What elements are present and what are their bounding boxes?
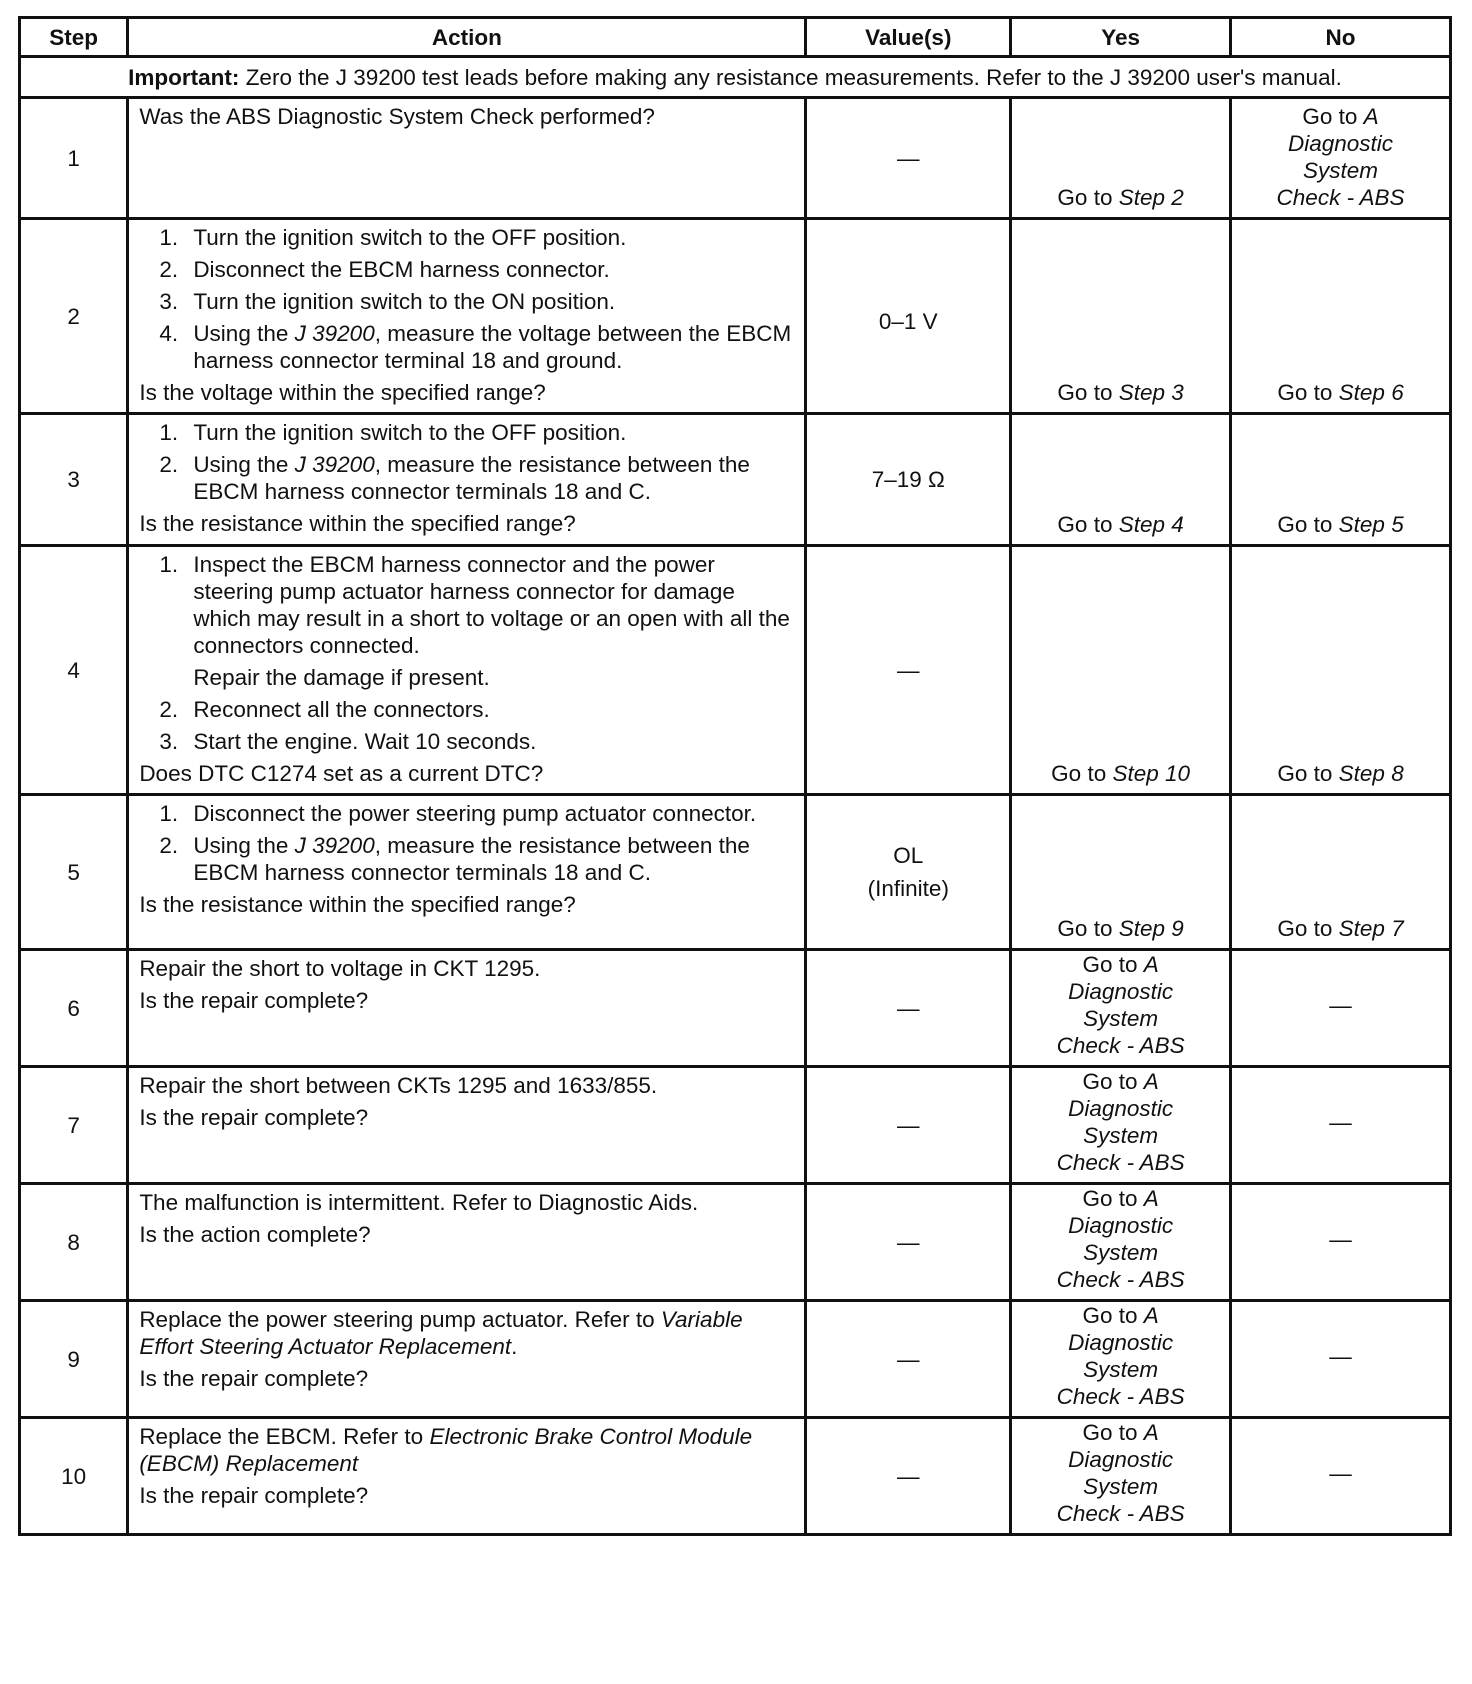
abs-a: A [1143, 1303, 1159, 1328]
item-text: Using the [193, 833, 289, 858]
table-row [20, 1418, 1451, 1535]
list-item: 2. Using the J 39200, measure the resistance between the EBCM harness connector terminals 18 and C. [159, 452, 750, 504]
action-list [139, 224, 794, 374]
abs-check-link [1057, 1302, 1185, 1410]
value-cell [806, 795, 1011, 950]
no-cell [1231, 1184, 1451, 1301]
abs-a: A [1143, 1420, 1159, 1445]
value-text: — [1329, 1226, 1352, 1252]
table-row [20, 795, 1451, 950]
abs-check-link [1057, 1419, 1185, 1527]
goto-step-number: 3 [1171, 380, 1184, 405]
header-step: Step [20, 18, 128, 57]
list-item: 1. Turn the ignition switch to the OFF position. [159, 225, 627, 250]
tool-name: J 39200 [294, 833, 375, 858]
abs-diagnostic: Diagnostic [1288, 131, 1394, 156]
action-text [139, 1306, 794, 1360]
abs-check: Check - ABS [1056, 1384, 1185, 1409]
action-list [139, 551, 794, 659]
abs-system: System [1083, 1123, 1159, 1148]
abs-goto: Go to [1082, 1069, 1138, 1094]
item-text: , measure the resistance between the EBCM harness connector terminals 18 and C. [193, 833, 750, 885]
goto-step-word: Step [1338, 916, 1385, 941]
value-cell [806, 1301, 1011, 1418]
action-question: Is the repair complete? [139, 1105, 369, 1130]
goto-step-number: 4 [1171, 512, 1184, 537]
step-number: 8 [20, 1184, 128, 1301]
abs-goto: Go to [1082, 952, 1138, 977]
step-number: 5 [20, 795, 128, 950]
step-number: 2 [20, 219, 128, 414]
yes-cell [1011, 1418, 1231, 1535]
value-text: — [1329, 992, 1352, 1018]
action-text-part: Replace the power steering pump actuator. Refer to [139, 1307, 655, 1332]
yes-cell [1011, 219, 1231, 414]
abs-check-link [1057, 1185, 1185, 1293]
important-note [20, 57, 1451, 98]
table-row [20, 950, 1451, 1067]
no-cell [1231, 546, 1451, 795]
goto-prefix: Go to [1057, 512, 1113, 537]
step-number: 6 [20, 950, 128, 1067]
abs-diagnostic: Diagnostic [1068, 1096, 1174, 1121]
value-text: (Infinite) [867, 876, 949, 901]
value-cell [806, 1184, 1011, 1301]
value-text: — [897, 1463, 920, 1489]
yes-cell [1011, 98, 1231, 219]
value-cell [806, 1067, 1011, 1184]
item-text: , measure the resistance between the EBCM harness connector terminals 18 and C. [193, 452, 750, 504]
procedure-reference: Variable Effort Steering Actuator Replacement [139, 1307, 743, 1359]
goto-prefix: Go to [1277, 512, 1333, 537]
goto-prefix: Go to [1057, 185, 1113, 210]
value-text: 0–1 V [878, 309, 938, 334]
abs-check: Check - ABS [1056, 1501, 1185, 1526]
yes-cell [1011, 546, 1231, 795]
action-cell [128, 1301, 806, 1418]
action-question: Is the repair complete? [139, 1366, 369, 1391]
goto-step-number: 10 [1165, 761, 1191, 786]
action-cell [128, 795, 806, 950]
yes-cell [1011, 1067, 1231, 1184]
action-list [139, 800, 794, 886]
abs-check: Check - ABS [1056, 1267, 1185, 1292]
table-row [20, 546, 1451, 795]
no-cell [1231, 795, 1451, 950]
item-text: , measure the voltage between the EBCM harness connector terminal 18 and ground. [193, 321, 792, 373]
table-row [20, 98, 1451, 219]
goto-step-word: Step [1118, 380, 1166, 405]
header-yes: Yes [1011, 18, 1231, 57]
list-item: 2. Reconnect all the connectors. [159, 697, 490, 722]
no-cell [1231, 950, 1451, 1067]
abs-a: A [1143, 1186, 1159, 1211]
action-cell [128, 1067, 806, 1184]
value-cell [806, 546, 1011, 795]
important-label: Important: [128, 64, 240, 90]
step-number: 7 [20, 1067, 128, 1184]
action-cell [128, 414, 806, 546]
abs-diagnostic: Diagnostic [1068, 1447, 1174, 1472]
action-text: Repair the short between CKTs 1295 and 1633/855. [139, 1073, 658, 1098]
procedure-reference: Electronic Brake Control Module (EBCM) Replacement [139, 1424, 753, 1476]
value-text: — [1329, 1343, 1352, 1369]
goto-step-word: Step [1118, 512, 1166, 537]
abs-goto: Go to [1082, 1420, 1138, 1445]
action-question: Is the repair complete? [139, 988, 369, 1013]
action-text [139, 1423, 794, 1477]
value-text: — [897, 1229, 920, 1255]
list-item: 2. Disconnect the EBCM harness connector. [159, 257, 610, 282]
no-cell [1231, 98, 1451, 219]
abs-system: System [1083, 1006, 1159, 1031]
repair-note: Repair the damage if present. [193, 665, 490, 690]
goto-step-number: 5 [1391, 512, 1404, 537]
item-text: Disconnect the EBCM harness connector. [193, 257, 610, 282]
value-text: — [1329, 1109, 1352, 1135]
value-text: — [897, 145, 920, 171]
table-row [20, 1184, 1451, 1301]
abs-system: System [1083, 1474, 1159, 1499]
step-number: 4 [20, 546, 128, 795]
important-row [20, 57, 1451, 98]
goto-step-number: 9 [1171, 916, 1184, 941]
no-cell [1231, 1418, 1451, 1535]
goto-step-number: 6 [1391, 380, 1404, 405]
yes-cell [1011, 950, 1231, 1067]
action-cell [128, 1184, 806, 1301]
value-cell [806, 414, 1011, 546]
item-text: Inspect the EBCM harness connector and the power steering pump actuator harness connector for damage which may result in a short to voltage or an open with all the connectors connected. [193, 552, 790, 658]
goto-prefix: Go to [1057, 916, 1113, 941]
abs-check: Check - ABS [1056, 1033, 1185, 1058]
header-values: Value(s) [806, 18, 1011, 57]
abs-diagnostic: Diagnostic [1068, 1330, 1174, 1355]
tool-name: J 39200 [294, 321, 375, 346]
table-row [20, 414, 1451, 546]
action-cell [128, 546, 806, 795]
action-question: Is the repair complete? [139, 1483, 369, 1508]
table-row [20, 1301, 1451, 1418]
goto-step-word: Step [1338, 512, 1385, 537]
action-question: Is the resistance within the specified range? [139, 511, 576, 536]
abs-goto: Go to [1082, 1303, 1138, 1328]
goto-prefix: Go to [1057, 380, 1113, 405]
no-cell [1231, 1301, 1451, 1418]
value-text: — [897, 995, 920, 1021]
item-text: Disconnect the power steering pump actuator connector. [193, 801, 757, 826]
yes-cell [1011, 1301, 1231, 1418]
abs-diagnostic: Diagnostic [1068, 1213, 1174, 1238]
action-question: Is the voltage within the specified range? [139, 380, 546, 405]
action-question: Is the resistance within the specified range? [139, 892, 576, 917]
item-text: Using the [193, 452, 289, 477]
action-question: Does DTC C1274 set as a current DTC? [139, 761, 544, 786]
goto-step-number: 8 [1391, 761, 1404, 786]
goto-step-word: Step [1338, 380, 1385, 405]
abs-check-link [1057, 951, 1185, 1059]
action-cell [128, 98, 806, 219]
table-row [20, 219, 1451, 414]
value-text: — [1329, 1460, 1352, 1486]
goto-prefix: Go to [1277, 380, 1333, 405]
no-cell [1231, 414, 1451, 546]
value-cell [806, 1418, 1011, 1535]
value-text: — [897, 1346, 920, 1372]
action-cell [128, 219, 806, 414]
abs-diagnostic: Diagnostic [1068, 979, 1174, 1004]
no-cell [1231, 219, 1451, 414]
goto-prefix: Go to [1277, 916, 1333, 941]
no-cell [1231, 1067, 1451, 1184]
list-item: 3. Start the engine. Wait 10 seconds. [159, 729, 537, 754]
abs-check-link [1277, 103, 1405, 211]
header-row [20, 18, 1451, 57]
abs-check-link [1057, 1068, 1185, 1176]
item-text: Using the [193, 321, 289, 346]
action-text-part: Replace the EBCM. Refer to [139, 1424, 424, 1449]
action-text: The malfunction is intermittent. Refer to Diagnostic Aids. [139, 1190, 699, 1215]
value-text: OL [893, 843, 924, 868]
value-cell [806, 98, 1011, 219]
list-item: 1. Disconnect the power steering pump actuator connector. [159, 801, 757, 826]
value-cell [806, 950, 1011, 1067]
table-row [20, 1067, 1451, 1184]
goto-prefix: Go to [1277, 761, 1333, 786]
goto-step-number: 2 [1171, 185, 1184, 210]
yes-cell [1011, 1184, 1231, 1301]
list-item: 1. Turn the ignition switch to the OFF position. [159, 420, 627, 445]
tool-name: J 39200 [294, 452, 375, 477]
abs-goto: Go to [1302, 104, 1358, 129]
abs-a: A [1143, 1069, 1159, 1094]
abs-check: Check - ABS [1276, 185, 1405, 210]
action-question: Is the action complete? [139, 1222, 371, 1247]
goto-prefix: Go to [1051, 761, 1107, 786]
goto-step-word: Step [1338, 761, 1385, 786]
action-question: Was the ABS Diagnostic System Check performed? [139, 104, 655, 129]
step-number: 9 [20, 1301, 128, 1418]
abs-a: A [1363, 104, 1379, 129]
value-text: — [897, 657, 920, 683]
abs-system: System [1303, 158, 1379, 183]
action-text-part: . [511, 1334, 518, 1359]
abs-system: System [1083, 1240, 1159, 1265]
abs-check: Check - ABS [1056, 1150, 1185, 1175]
action-list [139, 696, 794, 755]
diagnostic-table [18, 16, 1452, 1536]
goto-step-number: 7 [1391, 916, 1404, 941]
header-action: Action [128, 18, 806, 57]
goto-step-word: Step [1118, 916, 1166, 941]
action-text: Repair the short to voltage in CKT 1295. [139, 956, 541, 981]
important-text: Zero the J 39200 test leads before making any resistance measurements. Refer to the J 39200 user's manual. [245, 64, 1342, 90]
item-text: Reconnect all the connectors. [193, 697, 490, 722]
value-text: — [897, 1112, 920, 1138]
yes-cell [1011, 414, 1231, 546]
item-text: Turn the ignition switch to the OFF position. [193, 420, 627, 445]
step-number: 3 [20, 414, 128, 546]
action-cell [128, 950, 806, 1067]
item-text: Turn the ignition switch to the ON position. [193, 289, 616, 314]
value-cell [806, 219, 1011, 414]
item-text: Start the engine. Wait 10 seconds. [193, 729, 537, 754]
goto-step-word: Step [1112, 761, 1159, 786]
abs-a: A [1143, 952, 1159, 977]
action-list [139, 419, 794, 505]
list-item: 4. Using the J 39200, measure the voltage between the EBCM harness connector terminal 18 and ground. [159, 321, 792, 373]
abs-system: System [1083, 1357, 1159, 1382]
step-number: 10 [20, 1418, 128, 1535]
value-text: 7–19 Ω [871, 467, 945, 492]
item-text: Turn the ignition switch to the OFF position. [193, 225, 627, 250]
action-cell [128, 1418, 806, 1535]
list-item: 2. Using the J 39200, measure the resistance between the EBCM harness connector terminals 18 and C. [159, 833, 750, 885]
abs-goto: Go to [1082, 1186, 1138, 1211]
yes-cell [1011, 795, 1231, 950]
list-item: 3. Turn the ignition switch to the ON position. [159, 289, 616, 314]
goto-step-word: Step [1118, 185, 1166, 210]
header-no: No [1231, 18, 1451, 57]
list-item: 1. Inspect the EBCM harness connector and the power steering pump actuator harness connector for damage which may result in a short to voltage or an open with all the connectors connected. [159, 552, 790, 658]
step-number: 1 [20, 98, 128, 219]
